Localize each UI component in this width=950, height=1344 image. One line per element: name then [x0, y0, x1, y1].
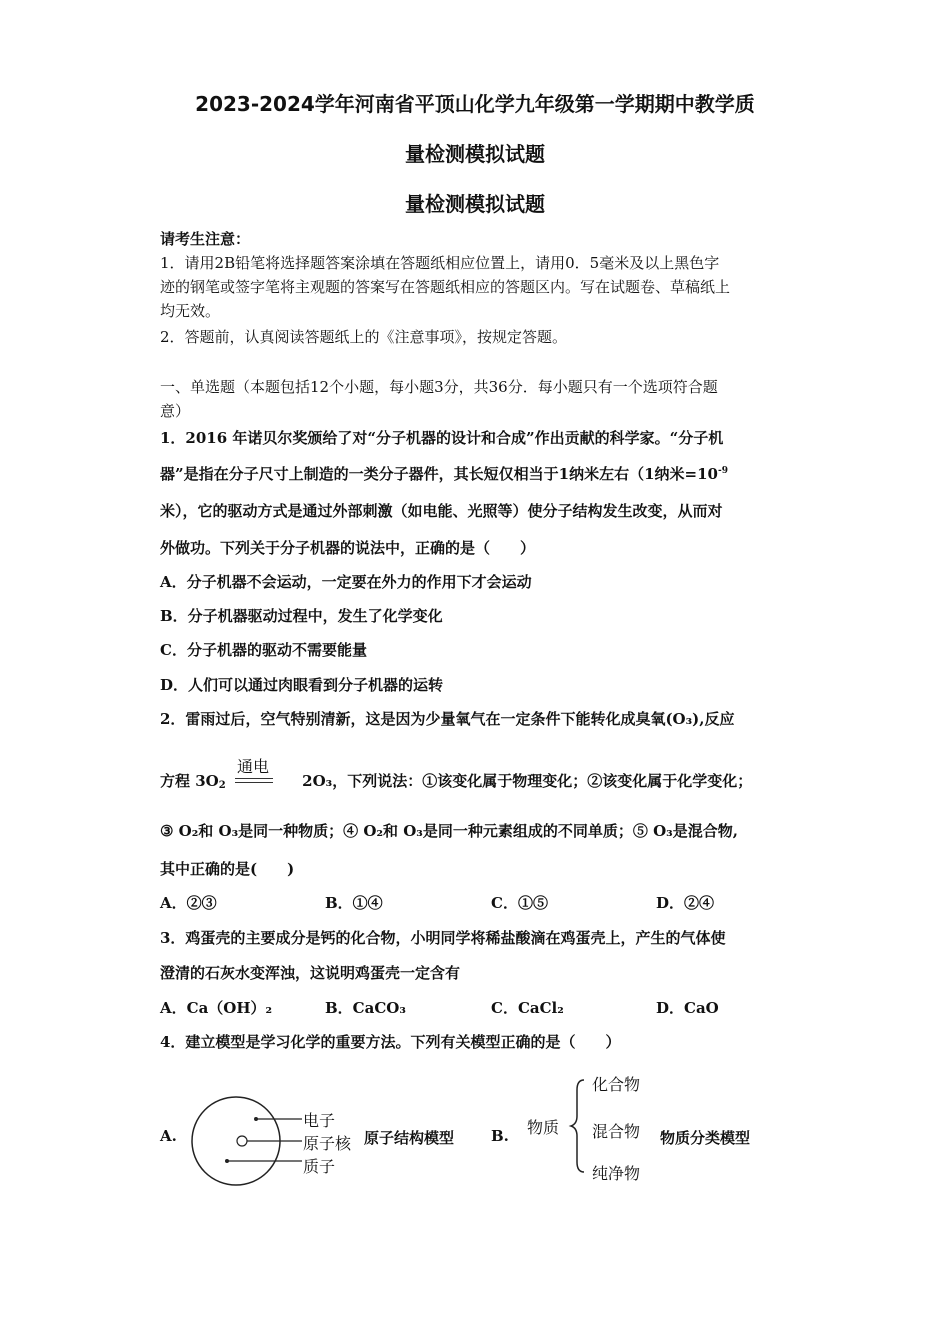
q2-option-b: B．①④	[325, 894, 383, 912]
nucleus-label: 原子核	[303, 1134, 352, 1153]
q1-stem-line1: 1．2016 年诺贝尔奖颁给了对“分子机器的设计和合成”作出贡献的科学家。“分子机	[160, 429, 724, 447]
q3-stem-line1: 3．鸡蛋壳的主要成分是钙的化合物，小明同学将稀盐酸滴在鸡蛋壳上，产生的气体使	[160, 929, 726, 947]
electron-label: 电子	[303, 1111, 336, 1130]
q3-stem-line2: 澄清的石灰水变浑浊，这说明鸡蛋壳一定含有	[160, 964, 461, 982]
page-title-line2: 量检测模拟试题	[405, 142, 545, 166]
q4-stem: 4．建立模型是学习化学的重要方法。下列有关模型正确的是（ ）	[160, 1033, 621, 1051]
reaction-arrow	[235, 757, 293, 790]
classification-model-caption: 物质分类模型	[660, 1129, 751, 1147]
page-title: 2023-2024学年河南省平顶山化学九年级第一学期期中教学质	[195, 92, 755, 116]
q2-option-d: D．②④	[656, 894, 715, 912]
q3-option-d: D．CaO	[656, 999, 719, 1017]
q3-option-b: B．CaCO₃	[325, 999, 406, 1017]
q4-option-a-label: A.	[160, 1127, 177, 1145]
q3-option-a: A．Ca（OH）₂	[160, 999, 273, 1017]
q3-option-c: C．CaCl₂	[491, 999, 564, 1017]
q2-stem-line4: 其中正确的是( )	[160, 860, 295, 878]
compound-label: 化合物	[592, 1075, 641, 1094]
q2-option-c: C．①⑤	[491, 894, 548, 912]
q1-stem-line3: 米），它的驱动方式是通过外部刺激（如电能、光照等）使分子结构发生改变，从而对	[160, 502, 723, 520]
q1-stem-line2: 器”是指在分子尺寸上制造的一类分子器件，其长短仅相当于1纳米左右（1纳米$=10^{-9}$	[160, 465, 728, 483]
notice-item2: 2．答题前，认真阅读答题纸上的《注意事项》，按规定答题。	[160, 328, 568, 346]
notice-heading: 请考生注意：	[160, 230, 251, 248]
atom-model-caption: 原子结构模型	[364, 1129, 455, 1147]
reaction-condition: 通电	[236, 757, 269, 776]
q1-option-b: B．分子机器驱动过程中，发生了化学变化	[160, 607, 443, 625]
q2-equation-line: 方程 $3O_2$ 通电 2O₃，下列说法：①该变化属于物理变化；②该变化属于化学变化；	[160, 770, 800, 791]
atom-model-diagram	[190, 1095, 310, 1190]
q2-stem-line3: ③ O₂和 O₃是同一种物质；④ O₂和 O₃是同一种元素组成的不同单质；⑤ O₃是混合物,	[160, 822, 738, 840]
q2-option-a: A．②③	[160, 894, 217, 912]
page-title-line3: 量检测模拟试题	[405, 192, 545, 216]
notice-item1-line2: 迹的钢笔或签字笔将主观题的答案写在答题纸相应的答题区内。写在试题卷、草稿纸上	[160, 278, 731, 296]
q1-option-c: C．分子机器的驱动不需要能量	[160, 641, 367, 659]
pure-substance-label: 纯净物	[592, 1164, 641, 1183]
substance-label: 物质	[527, 1118, 560, 1137]
notice-item1-line3: 均无效。	[160, 302, 221, 320]
q1-option-d: D．人们可以通过肉眼看到分子机器的运转	[160, 676, 444, 694]
q1-stem-line4: 外做功。下列关于分子机器的说法中，正确的是（ ）	[160, 539, 536, 557]
proton-label: 质子	[303, 1157, 336, 1176]
q4-option-b-label: B.	[491, 1127, 509, 1145]
notice-item1-line1: 1．请用2B铅笔将选择题答案涂填在答题纸相应位置上，请用0．5毫米及以上黑色字	[160, 254, 720, 272]
classification-brace	[568, 1076, 588, 1176]
nucleus-circle	[237, 1136, 247, 1146]
section-heading-line1: 一、单选题（本题包括12个小题，每小题3分，共36分．每小题只有一个选项符合题	[160, 378, 718, 396]
mixture-label: 混合物	[592, 1122, 641, 1141]
q1-option-a: A．分子机器不会运动，一定要在外力的作用下才会运动	[160, 573, 532, 591]
q2-stem-line1: 2．雷雨过后，空气特别清新，这是因为少量氧气在一定条件下能转化成臭氧(O₃),反应	[160, 710, 735, 728]
section-heading-line2: 意）	[160, 402, 191, 420]
